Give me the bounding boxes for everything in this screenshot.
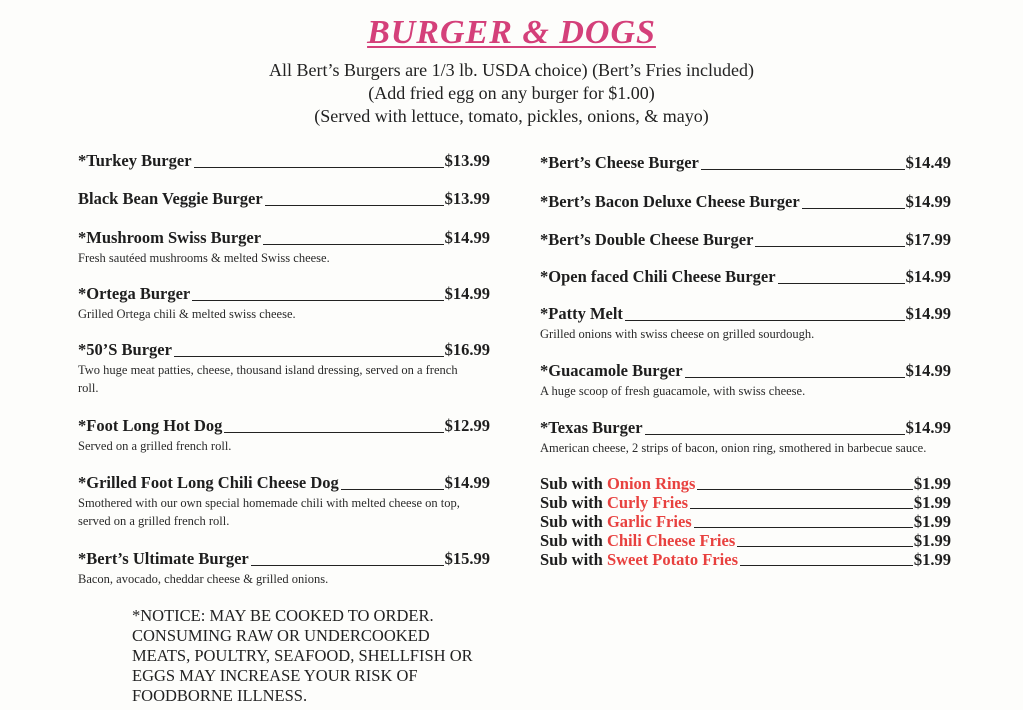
sub-option-price: $1.99 [913, 512, 951, 531]
item-price: $17.99 [905, 230, 951, 249]
menu-item [78, 151, 490, 171]
item-name: *Mushroom Swiss Burger [78, 228, 262, 247]
menu-item [540, 153, 951, 173]
item-price: $15.99 [444, 549, 490, 568]
item-name: Black Bean Veggie Burger [78, 189, 263, 208]
item-name: *Bert’s Double Cheese Burger [540, 230, 754, 249]
leader-line [194, 167, 444, 168]
leader-line [697, 489, 912, 490]
sub-option-row [540, 531, 951, 550]
leader-line [625, 320, 905, 321]
menu-title: BURGER & DOGS [367, 14, 656, 51]
menu-item [78, 340, 490, 397]
leader-line [265, 205, 444, 206]
menu-item [78, 416, 490, 455]
sub-option-name: Curly Fries [606, 493, 689, 512]
item-name: *Open faced Chili Cheese Burger [540, 267, 776, 286]
item-description: Smothered with our own special homemade chili with melted cheese on top, served on a grilled french roll. [78, 496, 460, 528]
item-name: *Ortega Burger [78, 284, 191, 303]
sub-option-name: Onion Rings [606, 474, 696, 493]
item-name: *Texas Burger [540, 418, 643, 437]
menu-item [540, 361, 951, 400]
leader-line [737, 546, 913, 547]
header-line-2: (Add fried egg on any burger for $1.00) [368, 83, 655, 103]
sub-option-name: Garlic Fries [606, 512, 692, 531]
item-description: Two huge meat patties, cheese, thousand island dressing, served on a french roll. [78, 363, 458, 395]
item-price: $12.99 [444, 416, 490, 435]
sub-option-price: $1.99 [913, 493, 951, 512]
sub-prefix: Sub with [540, 493, 603, 512]
item-price: $14.99 [444, 284, 490, 303]
sub-option-row [540, 550, 951, 569]
leader-line [224, 432, 443, 433]
item-name: *50’S Burger [78, 340, 172, 359]
item-description: A huge scoop of fresh guacamole, with swiss cheese. [540, 384, 806, 398]
sub-option-price: $1.99 [913, 531, 951, 550]
menu-item [540, 418, 951, 457]
sub-option-name: Sweet Potato Fries [606, 550, 738, 569]
menu-item [78, 189, 490, 209]
item-price: $13.99 [444, 189, 490, 208]
item-name: *Foot Long Hot Dog [78, 416, 223, 435]
item-price: $14.99 [444, 228, 490, 247]
leader-line [174, 356, 444, 357]
leader-line [755, 246, 904, 247]
sub-prefix: Sub with [540, 550, 603, 569]
item-price: $14.99 [905, 267, 951, 286]
menu-item [78, 228, 490, 267]
item-name: *Patty Melt [540, 304, 623, 323]
sub-option-row [540, 474, 951, 493]
item-description: Bacon, avocado, cheddar cheese & grilled onions. [78, 572, 329, 586]
leader-line [694, 527, 913, 528]
food-safety-notice: *NOTICE: MAY BE COOKED TO ORDER. CONSUMING RAW OR UNDERCOOKED MEATS, POULTRY, SEAFOOD, SHELLFISH OR EGGS MAY INCREASE YOUR RISK OF FOODBORNE ILLNESS. [132, 606, 473, 705]
leader-line [341, 489, 444, 490]
item-name: *Guacamole Burger [540, 361, 683, 380]
header-line-3: (Served with lettuce, tomato, pickles, onions, & mayo) [314, 106, 709, 126]
item-name: *Bert’s Bacon Deluxe Cheese Burger [540, 192, 800, 211]
item-name: *Grilled Foot Long Chili Cheese Dog [78, 473, 339, 492]
item-description: American cheese, 2 strips of bacon, onion ring, smothered in barbecue sauce. [540, 441, 927, 455]
item-description: Grilled onions with swiss cheese on grilled sourdough. [540, 327, 815, 341]
leader-line [251, 565, 444, 566]
item-description: Fresh sautéed mushrooms & melted Swiss cheese. [78, 251, 330, 265]
item-price: $14.99 [905, 418, 951, 437]
leader-line [645, 434, 905, 435]
leader-line [802, 208, 905, 209]
menu-item [540, 267, 951, 287]
sub-prefix: Sub with [540, 531, 603, 550]
sub-prefix: Sub with [540, 474, 603, 493]
sub-prefix: Sub with [540, 512, 603, 531]
menu-item [540, 192, 951, 212]
menu-item [78, 473, 490, 530]
sub-option-row [540, 512, 951, 531]
leader-line [263, 244, 444, 245]
menu-item [78, 549, 490, 588]
leader-line [690, 508, 913, 509]
sub-option-name: Chili Cheese Fries [606, 531, 736, 550]
leader-line [740, 565, 913, 566]
item-price: $14.49 [905, 153, 951, 172]
leader-line [778, 283, 905, 284]
sub-option-price: $1.99 [913, 474, 951, 493]
sub-option-price: $1.99 [913, 550, 951, 569]
header-line-1: All Bert’s Burgers are 1/3 lb. USDA choice) (Bert’s Fries included) [268, 60, 755, 80]
item-description: Served on a grilled french roll. [78, 439, 232, 453]
item-price: $14.99 [905, 192, 951, 211]
item-name: *Bert’s Cheese Burger [540, 153, 699, 172]
item-price: $14.99 [905, 361, 951, 380]
leader-line [701, 169, 905, 170]
menu-item [540, 304, 951, 343]
item-price: $13.99 [444, 151, 490, 170]
sub-option-row [540, 493, 951, 512]
item-name: *Bert’s Ultimate Burger [78, 549, 249, 568]
item-price: $16.99 [444, 340, 490, 359]
item-name: *Turkey Burger [78, 151, 192, 170]
leader-line [192, 300, 443, 301]
item-price: $14.99 [905, 304, 951, 323]
item-price: $14.99 [444, 473, 490, 492]
item-description: Grilled Ortega chili & melted swiss cheese. [78, 307, 296, 321]
leader-line [685, 377, 905, 378]
menu-item [540, 230, 951, 250]
menu-item [78, 284, 490, 323]
